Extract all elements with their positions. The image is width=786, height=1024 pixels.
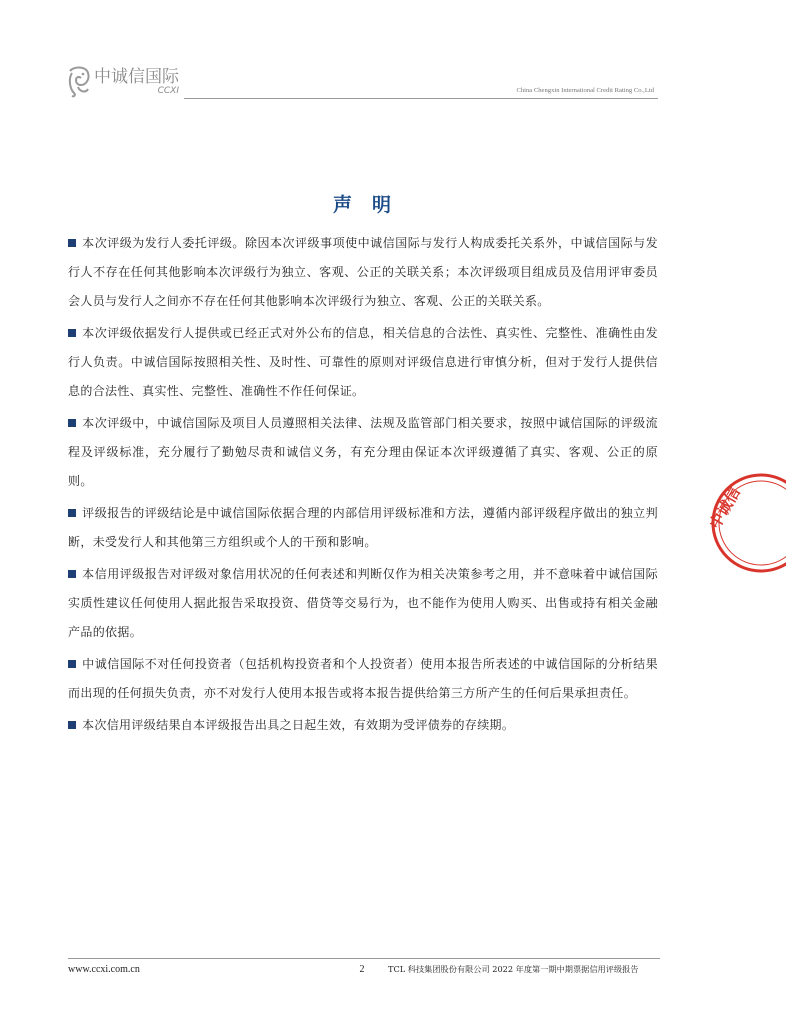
statement-item [68, 229, 658, 316]
logo-english-name: CCXI [157, 85, 179, 96]
statement-list [68, 229, 658, 743]
header-divider [184, 98, 658, 99]
square-bullet-icon [68, 721, 76, 729]
square-bullet-icon [68, 509, 76, 517]
square-bullet-icon [68, 570, 76, 578]
logo-chinese-name: 中诚信国际 [94, 66, 179, 87]
footer-website: www.ccxi.com.cn [68, 964, 140, 975]
company-english-name: China Chengxin International Credit Rating Co.,Ltd [516, 87, 654, 94]
statement-text: 本次评级中，中诚信国际及项目人员遵照相关法律、法规及监管部门相关要求，按照中诚信国际的评级流程及评级标准，充分履行了勤勉尽责和诚信义务，有充分理由保证本次评级遵循了真实、客观、公正的原则。 [68, 416, 658, 488]
square-bullet-icon [68, 419, 76, 427]
page-number: 2 [359, 964, 365, 975]
page-title: 声明 [332, 194, 411, 216]
square-bullet-icon [68, 239, 76, 247]
statement-text: 评级报告的评级结论是中诚信国际依据合理的内部信用评级标准和方法，遵循内部评级程序做出的独立判断，未受发行人和其他第三方组织或个人的干预和影响。 [68, 506, 658, 549]
square-bullet-icon [68, 329, 76, 337]
statement-item [68, 409, 658, 496]
statement-text: 本信用评级报告对评级对象信用状况的任何表述和判断仅作为相关决策参考之用，并不意味着中诚信国际实质性建议任何使用人据此报告采取投资、借贷等交易行为，也不能作为使用人购买、出售或持有相关金融产品的依据。 [68, 567, 658, 639]
statement-text: 本次信用评级结果自本评级报告出具之日起生效，有效期为受评债券的存续期。 [82, 718, 515, 732]
footer-report-title: TCL 科技集团股份有限公司 2022 年度第一期中期票据信用评级报告 [388, 964, 639, 974]
elephant-logo-icon [66, 65, 92, 99]
svg-text:中诚信: 中诚信 [705, 484, 744, 532]
statement-text: 中诚信国际不对任何投资者（包括机构投资者和个人投资者）使用本报告所表述的中诚信国际的分析结果而出现的任何损失负责，亦不对发行人使用本报告或将本报告提供给第三方所产生的任何后果承担责任。 [68, 657, 658, 700]
statement-item [68, 560, 658, 647]
square-bullet-icon [68, 660, 76, 668]
page-header [66, 62, 658, 102]
ccxi-logo [66, 62, 179, 102]
footer-divider [68, 958, 660, 959]
statement-item [68, 499, 658, 557]
statement-item [68, 711, 658, 740]
statement-text: 本次评级为发行人委托评级。除因本次评级事项使中诚信国际与发行人构成委托关系外，中诚信国际与发行人不存在任何其他影响本次评级行为独立、客观、公正的关联关系；本次评级项目组成员及信用评审委员会人员与发行人之间亦不存在任何其他影响本次评级行为独立、客观、公正的关联关系。 [68, 236, 658, 308]
statement-item [68, 319, 658, 406]
company-seal-stamp [706, 468, 786, 578]
statement-text: 本次评级依据发行人提供或已经正式对外公布的信息，相关信息的合法性、真实性、完整性、准确性由发行人负责。中诚信国际按照相关性、及时性、可靠性的原则对评级信息进行审慎分析，但对于发行人提供信息的合法性、真实性、完整性、准确性不作任何保证。 [68, 326, 658, 398]
statement-item [68, 650, 658, 708]
